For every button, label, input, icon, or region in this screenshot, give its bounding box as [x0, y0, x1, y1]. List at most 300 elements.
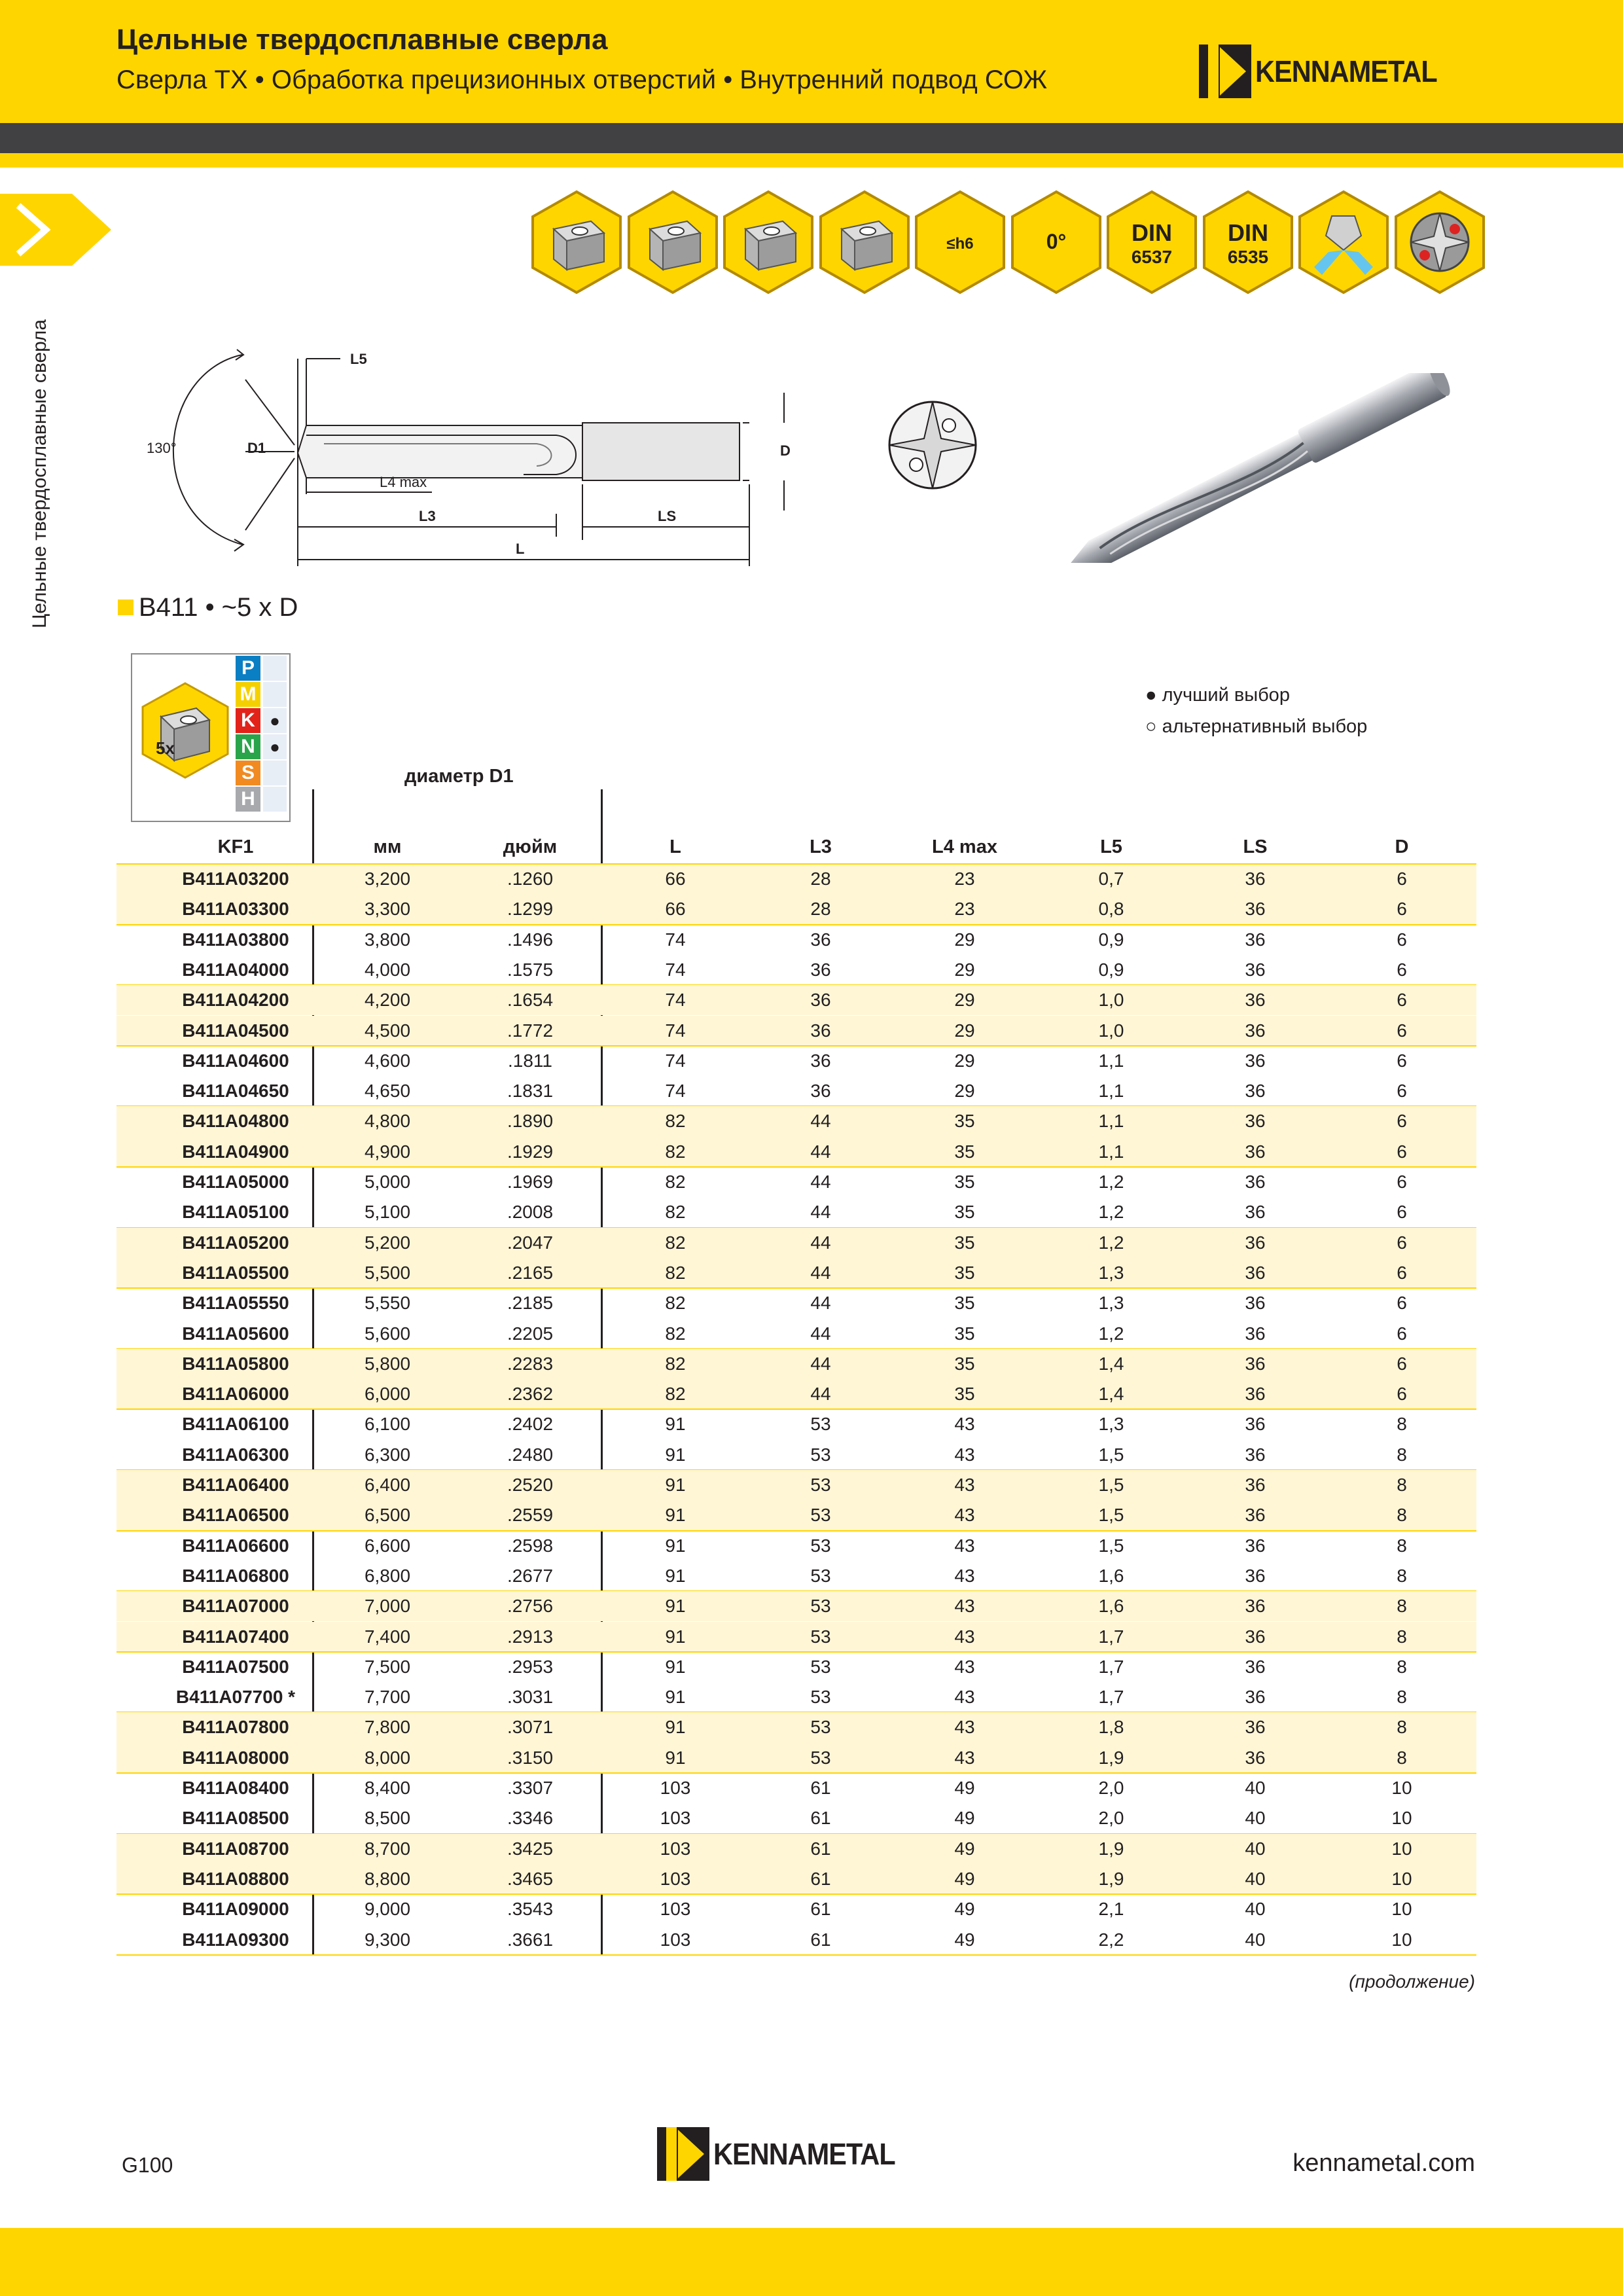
catalog-number: B411A08400	[182, 1778, 289, 1798]
table-cell: .2559	[507, 1505, 554, 1526]
legend-best: ● лучший выбор	[1145, 685, 1290, 706]
chevron-right-icon	[0, 194, 111, 266]
table-cell: 36	[810, 1050, 831, 1071]
table-cell: 1,3	[1098, 1293, 1124, 1314]
table-cell: .2953	[507, 1656, 554, 1677]
table-cell: 44	[810, 1111, 831, 1132]
d1-label: D1	[247, 440, 266, 456]
table-cell: 36	[1245, 1505, 1266, 1526]
table-cell: 91	[665, 1626, 686, 1647]
table-cell: 6	[1397, 899, 1407, 920]
catalog-number: B411A04600	[182, 1050, 289, 1071]
table-cell: 44	[810, 1232, 831, 1253]
table-cell: 61	[810, 1808, 831, 1829]
table-cell: .1831	[507, 1081, 554, 1102]
table-cell: 35	[954, 1202, 975, 1223]
svg-text:≤h6: ≤h6	[946, 235, 974, 253]
kennametal-logo-text: KENNAMETAL	[713, 2137, 895, 2171]
table-cell: 36	[1245, 1323, 1266, 1344]
table-cell: 82	[665, 1262, 686, 1283]
row-divider	[116, 1954, 1476, 1956]
table-cell: 36	[1245, 1262, 1266, 1283]
table-cell: 6	[1397, 1353, 1407, 1374]
table-cell: 8,000	[364, 1747, 411, 1768]
table-cell: 103	[660, 1929, 691, 1950]
table-cell: 35	[954, 1293, 975, 1314]
table-cell: 91	[665, 1717, 686, 1738]
table-row	[116, 1682, 1476, 1712]
table-cell: 4,650	[364, 1081, 411, 1102]
column-header: D	[1395, 836, 1409, 857]
table-cell: .3150	[507, 1747, 554, 1768]
catalog-number: B411A08000	[182, 1747, 289, 1768]
table-row	[116, 1591, 1476, 1621]
table-cell: .3425	[507, 1838, 554, 1859]
side-tab-label: Цельные твердосплавные сверла	[29, 319, 50, 628]
table-cell: 1,6	[1098, 1565, 1124, 1586]
table-cell: 9,300	[364, 1929, 411, 1950]
catalog-number: B411A06600	[182, 1535, 289, 1556]
material-letter: N	[236, 734, 260, 759]
table-cell: 53	[810, 1565, 831, 1586]
table-cell: 6	[1397, 1202, 1407, 1223]
table-cell: 5,800	[364, 1353, 411, 1374]
table-cell: 53	[810, 1687, 831, 1708]
drill-end-view	[883, 393, 982, 497]
table-cell: 5,200	[364, 1232, 411, 1253]
table-cell: 49	[954, 1778, 975, 1798]
table-cell: 35	[954, 1353, 975, 1374]
table-cell: 1,3	[1098, 1262, 1124, 1283]
table-cell: 49	[954, 1838, 975, 1859]
table-cell: .1496	[507, 929, 554, 950]
table-cell: 103	[660, 1899, 691, 1920]
table-cell: 1,0	[1098, 1020, 1124, 1041]
table-cell: 35	[954, 1384, 975, 1405]
table-cell: 29	[954, 1020, 975, 1041]
table-cell: 6,400	[364, 1475, 411, 1495]
svg-text:DIN: DIN	[1227, 219, 1268, 246]
table-cell: 8	[1397, 1565, 1407, 1586]
column-header: L5	[1100, 836, 1122, 857]
table-cell: 53	[810, 1535, 831, 1556]
table-cell: .2402	[507, 1414, 554, 1435]
table-cell: 1,9	[1098, 1838, 1124, 1859]
table-cell: 23	[954, 869, 975, 889]
table-cell: 1,1	[1098, 1081, 1124, 1102]
table-cell: 1,7	[1098, 1656, 1124, 1677]
table-cell: 6	[1397, 1384, 1407, 1405]
table-cell: 1,7	[1098, 1687, 1124, 1708]
material-row-m	[236, 682, 288, 708]
table-cell: 36	[1245, 1656, 1266, 1677]
table-cell: .2362	[507, 1384, 554, 1405]
table-cell: 8	[1397, 1414, 1407, 1435]
table-cell: 5,600	[364, 1323, 411, 1344]
catalog-number: B411A04800	[182, 1111, 289, 1132]
table-cell: 35	[954, 1232, 975, 1253]
table-cell: 36	[1245, 929, 1266, 950]
table-cell: 91	[665, 1535, 686, 1556]
table-cell: 2,1	[1098, 1899, 1124, 1920]
table-cell: 8,400	[364, 1778, 411, 1798]
table-cell: 2,0	[1098, 1808, 1124, 1829]
table-cell: 5,550	[364, 1293, 411, 1314]
table-cell: 82	[665, 1293, 686, 1314]
table-cell: 91	[665, 1687, 686, 1708]
table-cell: 36	[1245, 869, 1266, 889]
table-cell: .1929	[507, 1141, 554, 1162]
table-row	[116, 1743, 1476, 1773]
table-cell: 53	[810, 1626, 831, 1647]
svg-text:6537: 6537	[1131, 247, 1173, 267]
table-cell: 1,5	[1098, 1475, 1124, 1495]
table-cell: 43	[954, 1444, 975, 1465]
table-cell: 0,8	[1098, 899, 1124, 920]
material-row-s	[236, 761, 288, 786]
table-cell: 10	[1391, 1929, 1412, 1950]
material-rating	[263, 761, 287, 785]
depth-label: 5x	[156, 738, 175, 758]
table-cell: 29	[954, 1050, 975, 1071]
table-cell: 1,4	[1098, 1353, 1124, 1374]
table-cell: 1,1	[1098, 1141, 1124, 1162]
table-cell: 6	[1397, 869, 1407, 889]
table-cell: 7,000	[364, 1596, 411, 1617]
material-letter: M	[236, 682, 260, 707]
table-cell: 36	[1245, 990, 1266, 1011]
table-cell: 91	[665, 1475, 686, 1495]
catalog-number: B411A06500	[182, 1505, 289, 1526]
table-cell: 9,000	[364, 1899, 411, 1920]
table-cell: 43	[954, 1687, 975, 1708]
through-hole-icon	[529, 190, 624, 295]
website-link[interactable]: kennametal.com	[1293, 2149, 1475, 2177]
table-cell: 36	[1245, 1626, 1266, 1647]
table-cell: 36	[810, 929, 831, 950]
table-cell: 91	[665, 1505, 686, 1526]
table-cell: 7,700	[364, 1687, 411, 1708]
material-rating: ●	[263, 708, 287, 733]
material-rating	[263, 682, 287, 707]
catalog-number: B411A05000	[182, 1172, 289, 1192]
catalog-number: B411A08700	[182, 1838, 289, 1859]
table-cell: 36	[810, 1020, 831, 1041]
table-cell: 44	[810, 1384, 831, 1405]
table-row	[116, 1712, 1476, 1742]
table-cell: 44	[810, 1202, 831, 1223]
table-cell: 0,9	[1098, 959, 1124, 980]
table-cell: 36	[1245, 1535, 1266, 1556]
table-cell: 2,0	[1098, 1778, 1124, 1798]
table-cell: 29	[954, 1081, 975, 1102]
table-cell: 6,500	[364, 1505, 411, 1526]
tolerance-h6-icon	[912, 190, 1008, 295]
l5-label: L5	[350, 351, 367, 367]
catalog-number: B411A04200	[182, 990, 289, 1011]
table-cell: 6	[1397, 1141, 1407, 1162]
din-6537-icon	[1104, 190, 1200, 295]
table-cell: .3307	[507, 1778, 554, 1798]
svg-text:6535: 6535	[1227, 247, 1268, 267]
table-cell: .3031	[507, 1687, 554, 1708]
table-row	[116, 1319, 1476, 1349]
catalog-number: B411A07000	[182, 1596, 289, 1617]
table-cell: .3661	[507, 1929, 554, 1950]
column-header: дюйм	[503, 836, 558, 857]
table-cell: .2913	[507, 1626, 554, 1647]
header-dark-band	[0, 123, 1623, 153]
table-cell: 3,300	[364, 899, 411, 920]
table-cell: 44	[810, 1172, 831, 1192]
table-cell: 103	[660, 1868, 691, 1889]
table-cell: 36	[1245, 1687, 1266, 1708]
table-cell: 36	[810, 990, 831, 1011]
catalog-number: B411A06100	[182, 1414, 289, 1435]
column-header: L3	[810, 836, 832, 857]
table-cell: 36	[1245, 1717, 1266, 1738]
table-cell: 35	[954, 1141, 975, 1162]
table-row	[116, 1258, 1476, 1288]
kennametal-logo-text: KENNAMETAL	[1255, 54, 1437, 88]
table-cell: 10	[1391, 1838, 1412, 1859]
material-letter: H	[236, 787, 260, 812]
table-cell: 82	[665, 1141, 686, 1162]
table-row	[116, 1834, 1476, 1864]
table-cell: 103	[660, 1778, 691, 1798]
table-row	[116, 1531, 1476, 1561]
table-cell: 43	[954, 1717, 975, 1738]
table-cell: 1,7	[1098, 1626, 1124, 1647]
table-cell: 8	[1397, 1747, 1407, 1768]
table-cell: 10	[1391, 1899, 1412, 1920]
table-cell: 40	[1245, 1899, 1266, 1920]
catalog-number: B411A06400	[182, 1475, 289, 1495]
table-cell: 4,000	[364, 959, 411, 980]
table-cell: 35	[954, 1323, 975, 1344]
page-title: Цельные твердосплавные сверла	[116, 24, 608, 56]
table-row	[116, 985, 1476, 1015]
table-cell: .3543	[507, 1899, 554, 1920]
table-cell: 43	[954, 1565, 975, 1586]
table-cell: 74	[665, 929, 686, 950]
table-cell: 36	[810, 959, 831, 980]
table-cell: 53	[810, 1656, 831, 1677]
table-cell: .2677	[507, 1565, 554, 1586]
table-cell: 8	[1397, 1687, 1407, 1708]
table-cell: 91	[665, 1444, 686, 1465]
catalog-number: B411A05100	[182, 1202, 289, 1223]
table-cell: 1,9	[1098, 1747, 1124, 1768]
table-cell: 29	[954, 959, 975, 980]
page-number: G100	[122, 2153, 173, 2177]
catalog-number: B411A08800	[182, 1868, 289, 1889]
table-cell: 36	[1245, 1232, 1266, 1253]
table-row	[116, 1470, 1476, 1500]
table-cell: 1,2	[1098, 1232, 1124, 1253]
table-cell: 40	[1245, 1778, 1266, 1798]
table-cell: 6	[1397, 990, 1407, 1011]
table-cell: 35	[954, 1172, 975, 1192]
table-row	[116, 1773, 1476, 1803]
table-cell: 0,9	[1098, 929, 1124, 950]
material-row-k	[236, 708, 288, 734]
table-row	[116, 1349, 1476, 1379]
table-row	[116, 925, 1476, 955]
table-cell: 91	[665, 1596, 686, 1617]
catalog-number: B411A07500	[182, 1656, 289, 1677]
catalog-number: B411A08500	[182, 1808, 289, 1829]
footer-bar	[0, 2228, 1623, 2296]
l-label: L	[516, 541, 525, 557]
material-row-p	[236, 656, 288, 681]
catalog-number: B411A03800	[182, 929, 289, 950]
table-cell: .1654	[507, 990, 554, 1011]
svg-text:0°: 0°	[1046, 230, 1066, 253]
column-header: KF1	[217, 836, 254, 857]
table-row	[116, 1197, 1476, 1227]
svg-text:DIN: DIN	[1132, 219, 1172, 246]
table-row	[116, 1288, 1476, 1318]
table-cell: 35	[954, 1262, 975, 1283]
table-cell: 8,500	[364, 1808, 411, 1829]
table-cell: 4,900	[364, 1141, 411, 1162]
table-cell: 1,0	[1098, 990, 1124, 1011]
table-cell: 36	[810, 1081, 831, 1102]
table-cell: 7,500	[364, 1656, 411, 1677]
table-cell: 44	[810, 1141, 831, 1162]
table-cell: 2,2	[1098, 1929, 1124, 1950]
table-cell: 8	[1397, 1717, 1407, 1738]
table-cell: 36	[1245, 1353, 1266, 1374]
table-row	[116, 1228, 1476, 1258]
table-cell: 6	[1397, 1293, 1407, 1314]
table-cell: 36	[1245, 1293, 1266, 1314]
table-cell: 44	[810, 1353, 831, 1374]
table-row	[116, 864, 1476, 894]
angle-label: 130°	[147, 440, 177, 456]
catalog-number: B411A03200	[182, 869, 289, 889]
catalog-number: B411A07400	[182, 1626, 289, 1647]
material-letter: P	[236, 656, 260, 681]
table-cell: 53	[810, 1717, 831, 1738]
table-cell: 5,000	[364, 1172, 411, 1192]
catalog-number: B411A05200	[182, 1232, 289, 1253]
table-cell: 8	[1397, 1656, 1407, 1677]
table-cell: .1575	[507, 959, 554, 980]
material-row-n	[236, 734, 288, 760]
table-cell: 10	[1391, 1808, 1412, 1829]
table-cell: 5,500	[364, 1262, 411, 1283]
table-row	[116, 955, 1476, 985]
material-rating	[263, 787, 287, 812]
table-cell: 82	[665, 1172, 686, 1192]
table-cell: 82	[665, 1111, 686, 1132]
table-cell: .2520	[507, 1475, 554, 1495]
table-cell: 6	[1397, 1262, 1407, 1283]
table-cell: 6,800	[364, 1565, 411, 1586]
table-cell: 28	[810, 869, 831, 889]
table-cell: 103	[660, 1808, 691, 1829]
table-cell: .1299	[507, 899, 554, 920]
table-cell: 36	[1245, 1414, 1266, 1435]
table-cell: 43	[954, 1535, 975, 1556]
l3-label: L3	[419, 508, 436, 524]
table-cell: .3346	[507, 1808, 554, 1829]
l4max-label: L4 max	[380, 474, 427, 490]
table-cell: 4,600	[364, 1050, 411, 1071]
catalog-number: B411A05800	[182, 1353, 289, 1374]
table-cell: 4,800	[364, 1111, 411, 1132]
table-cell: 82	[665, 1202, 686, 1223]
table-cell: 7,400	[364, 1626, 411, 1647]
table-cell: 35	[954, 1111, 975, 1132]
section-title: B411 • ~5 x D	[139, 593, 298, 622]
material-letter: K	[236, 708, 260, 733]
table-cell: .2165	[507, 1262, 554, 1283]
table-cell: 40	[1245, 1808, 1266, 1829]
table-cell: 28	[810, 899, 831, 920]
table-cell: 36	[1245, 1596, 1266, 1617]
table-cell: 6	[1397, 1111, 1407, 1132]
table-row	[116, 1622, 1476, 1652]
drill-dimension-drawing	[131, 340, 851, 576]
catalog-number: B411A04500	[182, 1020, 289, 1041]
drill-product-image	[1021, 373, 1479, 563]
table-cell: .1772	[507, 1020, 554, 1041]
table-cell: 40	[1245, 1929, 1266, 1950]
catalog-number: B411A05550	[182, 1293, 289, 1314]
table-cell: 61	[810, 1838, 831, 1859]
table-cell: 23	[954, 899, 975, 920]
table-cell: .1260	[507, 869, 554, 889]
table-row	[116, 1500, 1476, 1530]
table-cell: 61	[810, 1778, 831, 1798]
table-cell: 1,2	[1098, 1202, 1124, 1223]
blind-hole-5x-icon	[136, 681, 234, 779]
table-cell: 43	[954, 1475, 975, 1495]
table-cell: .1890	[507, 1111, 554, 1132]
catalog-number: B411A04900	[182, 1141, 289, 1162]
table-cell: 49	[954, 1929, 975, 1950]
table-cell: 6	[1397, 1232, 1407, 1253]
table-cell: 6,000	[364, 1384, 411, 1405]
table-cell: 1,5	[1098, 1505, 1124, 1526]
table-cell: .2205	[507, 1323, 554, 1344]
table-cell: 6,100	[364, 1414, 411, 1435]
table-cell: 1,4	[1098, 1384, 1124, 1405]
table-cell: 74	[665, 959, 686, 980]
table-row	[116, 1137, 1476, 1167]
table-cell: 1,2	[1098, 1323, 1124, 1344]
table-row	[116, 1652, 1476, 1682]
table-cell: 36	[1245, 1444, 1266, 1465]
table-cell: 74	[665, 1050, 686, 1071]
table-row	[116, 1167, 1476, 1197]
table-cell: 6	[1397, 1020, 1407, 1041]
table-cell: 6,300	[364, 1444, 411, 1465]
table-cell: 8	[1397, 1475, 1407, 1495]
table-cell: 4,200	[364, 990, 411, 1011]
table-cell: 36	[1245, 1384, 1266, 1405]
table-cell: 61	[810, 1929, 831, 1950]
table-cell: 82	[665, 1384, 686, 1405]
table-cell: .2008	[507, 1202, 554, 1223]
table-cell: 36	[1245, 1565, 1266, 1586]
table-cell: 53	[810, 1505, 831, 1526]
table-cell: 29	[954, 929, 975, 950]
table-cell: 74	[665, 1081, 686, 1102]
